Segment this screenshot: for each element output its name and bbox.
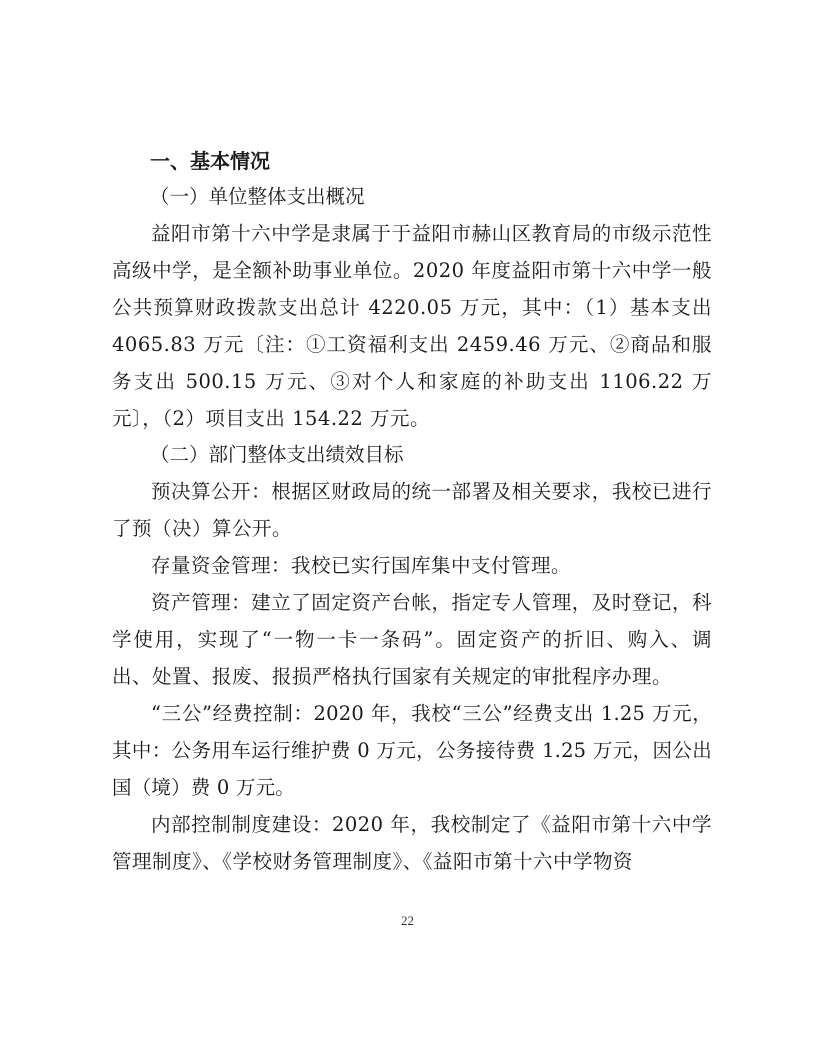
subsection-title-1: （一）单位整体支出概况: [150, 185, 365, 208]
paragraph-three-public-expenses: “三公”经费控制：2020 年，我校“三公”经费支出 1.25 万元，其中：公务用车运行维护费 0 万元，公务接待费 1.25 万元，因公出国（境）费 0 万元。: [112, 702, 712, 799]
subsection-title-2: （二）部门整体支出绩效目标: [150, 443, 404, 466]
paragraph-unit-overview: 益阳市第十六中学是隶属于于益阳市赫山区教育局的市级示范性高级中学，是全额补助事业单位。2020 年度益阳市第十六中学一般公共预算财政拨款支出总计 4220.05 万元，其中：（1）基本支出 4065.83 万元〔注：①工资福利支出 2459.46 万元、②商品和服务支出 500.15 万元、③对个人和家庭的补助支出 1106.22 万元〕，（2）项目支出 154.22 万元。: [112, 222, 712, 430]
document-body: [112, 143, 712, 880]
paragraph-internal-control: 内部控制制度建设：2020 年，我校制定了《益阳市第十六中学管理制度》、《学校财务管理制度》、《益阳市第十六中学物资: [112, 813, 712, 873]
section-heading: 一、基本情况: [150, 149, 270, 173]
paragraph-fund-management: 存量资金管理：我校已实行国库集中支付管理。: [151, 554, 572, 577]
paragraph-asset-management: 资产管理：建立了固定资产台帐，指定专人管理，及时登记，科学使用，实现了“一物一卡一条码”。固定资产的折旧、购入、调出、处置、报废、报损严格执行国家有关规定的审批程序办理。: [112, 591, 712, 688]
paragraph-budget-disclosure: 预决算公开：根据区财政局的统一部署及相关要求，我校已进行了预（决）算公开。: [112, 480, 712, 540]
page-number: 22: [401, 913, 414, 928]
